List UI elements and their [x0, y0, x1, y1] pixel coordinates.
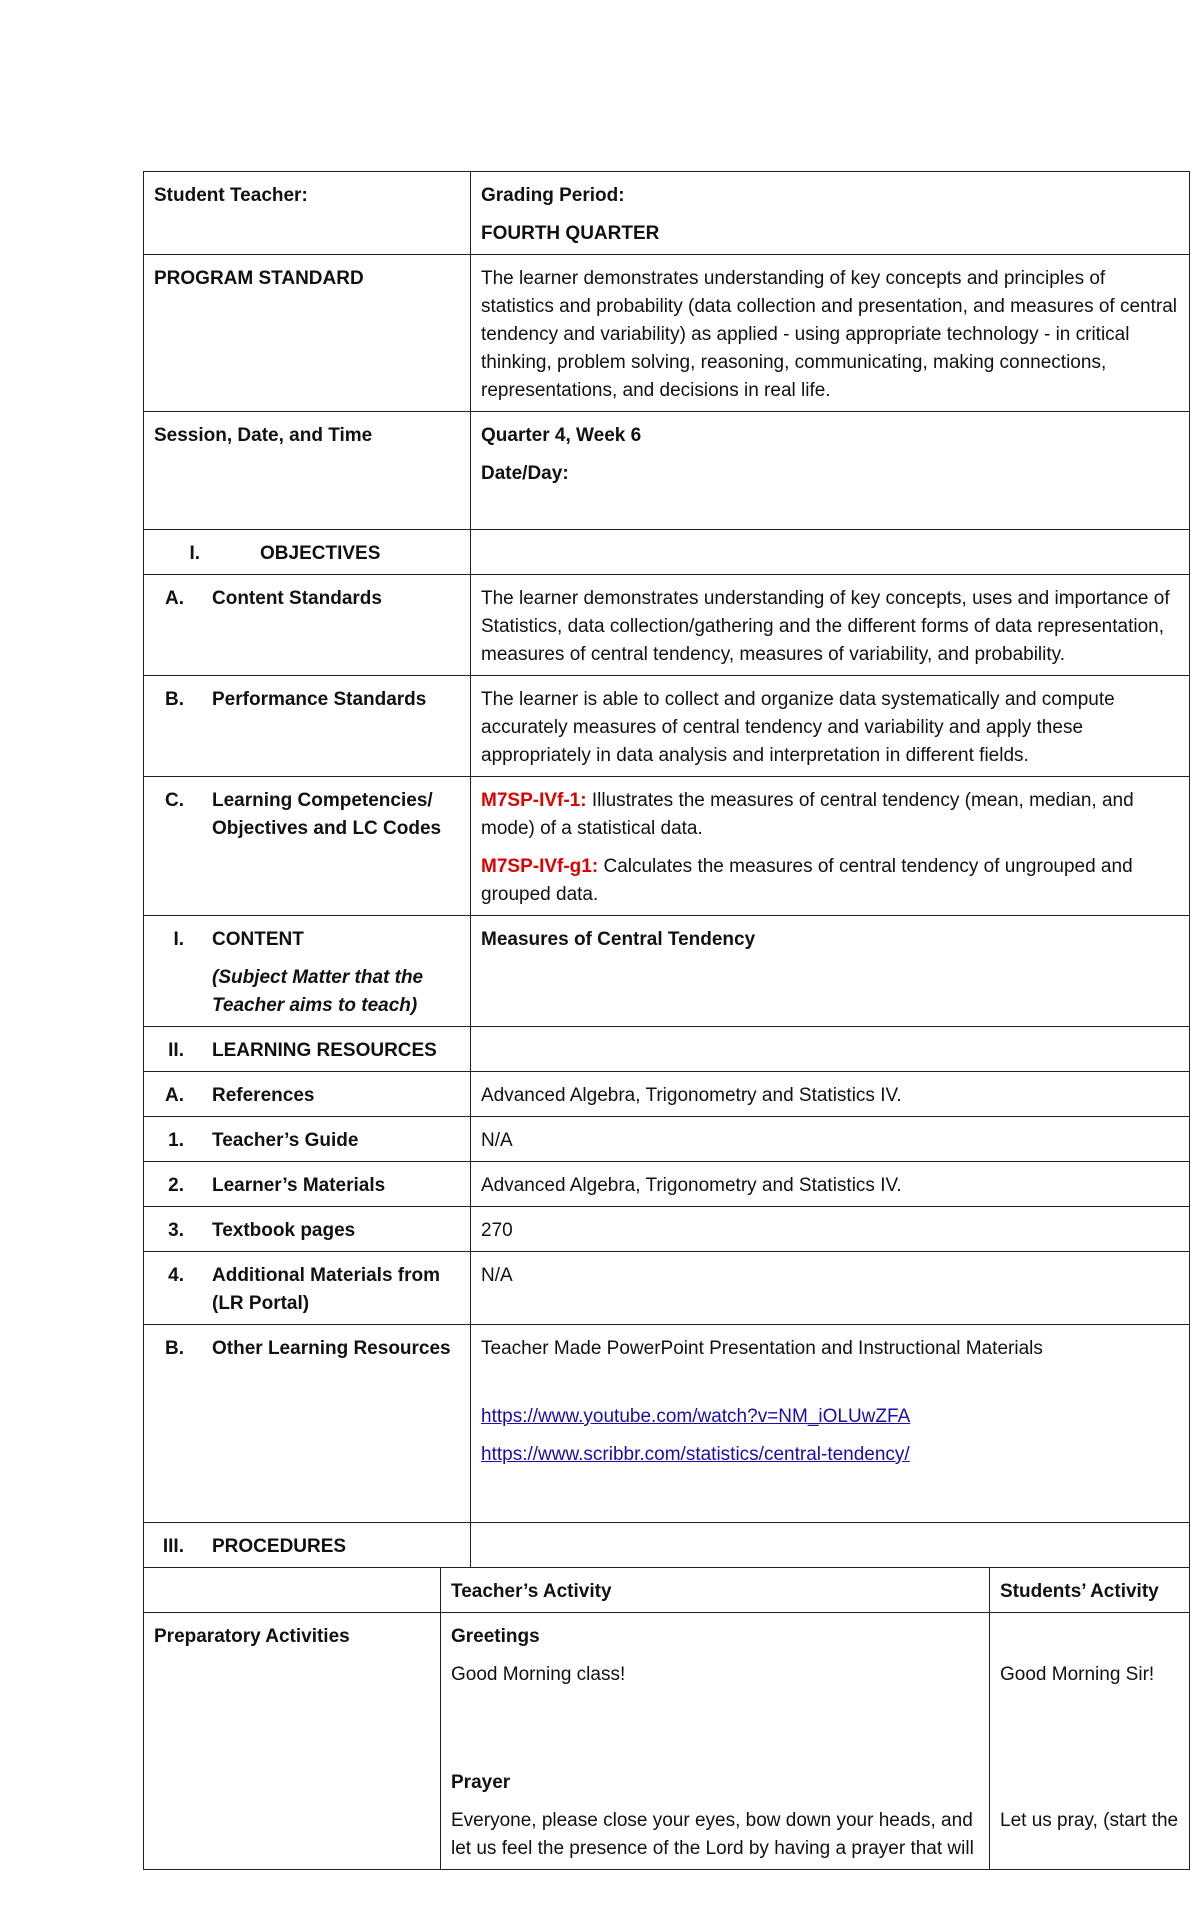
prayer-title: Prayer: [451, 1772, 511, 1793]
greetings-teacher: Good Morning class!: [451, 1664, 626, 1685]
performance-standards-text: The learner is able to collect and organize data systematically and compute accurately measures of central tendency and variability and apply these appropriately in data analysis and interpretation in different fields.: [471, 676, 1190, 777]
program-standard-row: [144, 255, 1190, 412]
additional-materials-label: Additional Materials from (LR Portal): [212, 1265, 441, 1314]
content-standards-letter: A.: [165, 588, 184, 609]
youtube-link[interactable]: https://www.youtube.com/watch?v=NM_iOLUwZFA: [481, 1406, 911, 1427]
header-row: [144, 172, 1190, 255]
other-resources-value: Teacher Made PowerPoint Presentation and Instructional Materials: [481, 1338, 1043, 1359]
procedures-header-row: [144, 1568, 1190, 1613]
competency-text-1: Illustrates the measures of central tendency (mean, median, and mode) of a statistical data.: [481, 790, 1134, 839]
performance-standards-label: Performance Standards: [212, 689, 427, 710]
competency-code-2: M7SP-IVf-g1:: [481, 856, 599, 877]
objectives-numeral: I.: [189, 543, 200, 564]
performance-standards-row: [144, 676, 1190, 777]
session-row: [144, 412, 1190, 530]
content-row: [144, 916, 1190, 1027]
procedures-title: PROCEDURES: [212, 1536, 347, 1557]
grading-period-cell: [471, 172, 1190, 255]
grading-period-value: FOURTH QUARTER: [481, 223, 660, 244]
competencies-letter: C.: [165, 790, 184, 811]
students-activity-header: Students’ Activity: [990, 1568, 1190, 1613]
content-title: CONTENT: [212, 929, 304, 950]
greetings-students: Good Morning Sir!: [1000, 1664, 1155, 1685]
learners-materials-label: Learner’s Materials: [212, 1175, 386, 1196]
references-letter: A.: [165, 1085, 184, 1106]
textbook-pages-number: 3.: [168, 1220, 184, 1241]
resources-row: [144, 1027, 1190, 1072]
preparatory-row: [144, 1613, 1190, 1870]
textbook-pages-label: Textbook pages: [212, 1220, 356, 1241]
resources-numeral: II.: [168, 1040, 184, 1061]
quarter-week: Quarter 4, Week 6: [481, 425, 642, 446]
student-teacher-label: Student Teacher:: [144, 172, 471, 255]
content-subtitle: (Subject Matter that the Teacher aims to teach): [212, 967, 424, 1016]
competencies-label: Learning Competencies/ Objectives and LC Codes: [212, 790, 442, 839]
competency-code-1: M7SP-IVf-1:: [481, 790, 587, 811]
references-label: References: [212, 1085, 315, 1106]
content-standards-row: [144, 575, 1190, 676]
procedures-row: [144, 1523, 1190, 1568]
teacher-activity-header: Teacher’s Activity: [441, 1568, 990, 1613]
competencies-cell: [471, 777, 1190, 916]
teachers-guide-row: [144, 1117, 1190, 1162]
content-standards-text: The learner demonstrates understanding of key concepts, uses and importance of Statistics, data collection/gathering and the different forms of data representation, measures of central tendency, measures of variability, and probability.: [471, 575, 1190, 676]
content-value: Measures of Central Tendency: [471, 916, 1190, 1027]
objectives-title: OBJECTIVES: [260, 543, 381, 564]
competencies-row: [144, 777, 1190, 916]
procedures-numeral: III.: [162, 1536, 184, 1557]
additional-materials-number: 4.: [168, 1265, 184, 1286]
program-standard-text: The learner demonstrates understanding of key concepts and principles of statistics and probability (data collection and presentation, and measures of central tendency and variability) as applied - using appropriate technology - in critical thinking, problem solving, reasoning, communicating, making connections, representations, and decisions in real life.: [471, 255, 1190, 412]
content-standards-label: Content Standards: [212, 588, 382, 609]
references-value: Advanced Algebra, Trigonometry and Statistics IV.: [471, 1072, 1190, 1117]
prayer-students: Let us pray, (start the: [1000, 1810, 1179, 1831]
session-cell: [471, 412, 1190, 530]
other-resources-label: Other Learning Resources: [212, 1338, 451, 1359]
textbook-pages-row: [144, 1207, 1190, 1252]
references-row: [144, 1072, 1190, 1117]
program-standard-label: PROGRAM STANDARD: [144, 255, 471, 412]
lesson-plan-sheet: [143, 171, 1189, 1870]
teachers-guide-label: Teacher’s Guide: [212, 1130, 359, 1151]
content-numeral: I.: [173, 929, 184, 950]
teacher-activity-cell: [441, 1613, 990, 1870]
objectives-row: [144, 530, 1190, 575]
other-resources-cell: [471, 1325, 1190, 1523]
learners-materials-number: 2.: [168, 1175, 184, 1196]
textbook-pages-value: 270: [471, 1207, 1190, 1252]
teachers-guide-value: N/A: [471, 1117, 1190, 1162]
resources-title: LEARNING RESOURCES: [212, 1040, 437, 1061]
performance-standards-letter: B.: [165, 689, 184, 710]
grading-period-label: Grading Period:: [481, 185, 625, 206]
other-resources-letter: B.: [165, 1338, 184, 1359]
teachers-guide-number: 1.: [168, 1130, 184, 1151]
additional-materials-value: N/A: [471, 1252, 1190, 1325]
scribbr-link[interactable]: https://www.scribbr.com/statistics/central-tendency/: [481, 1444, 910, 1465]
other-resources-row: [144, 1325, 1190, 1523]
competency-2: [481, 853, 1179, 909]
competency-text-2: Calculates the measures of central tendency of ungrouped and grouped data.: [481, 856, 1133, 905]
additional-materials-row: [144, 1252, 1190, 1325]
students-activity-cell: [990, 1613, 1190, 1870]
competency-1: [481, 787, 1179, 843]
prayer-teacher: Everyone, please close your eyes, bow down your heads, and let us feel the presence of the Lord by having a prayer that will: [451, 1810, 974, 1859]
learners-materials-row: [144, 1162, 1190, 1207]
greetings-title: Greetings: [451, 1626, 540, 1647]
preparatory-label: Preparatory Activities: [144, 1613, 441, 1870]
session-label: Session, Date, and Time: [144, 412, 471, 530]
date-day-label: Date/Day:: [481, 463, 569, 484]
lesson-plan-table: [143, 171, 1190, 1870]
learners-materials-value: Advanced Algebra, Trigonometry and Statistics IV.: [471, 1162, 1190, 1207]
